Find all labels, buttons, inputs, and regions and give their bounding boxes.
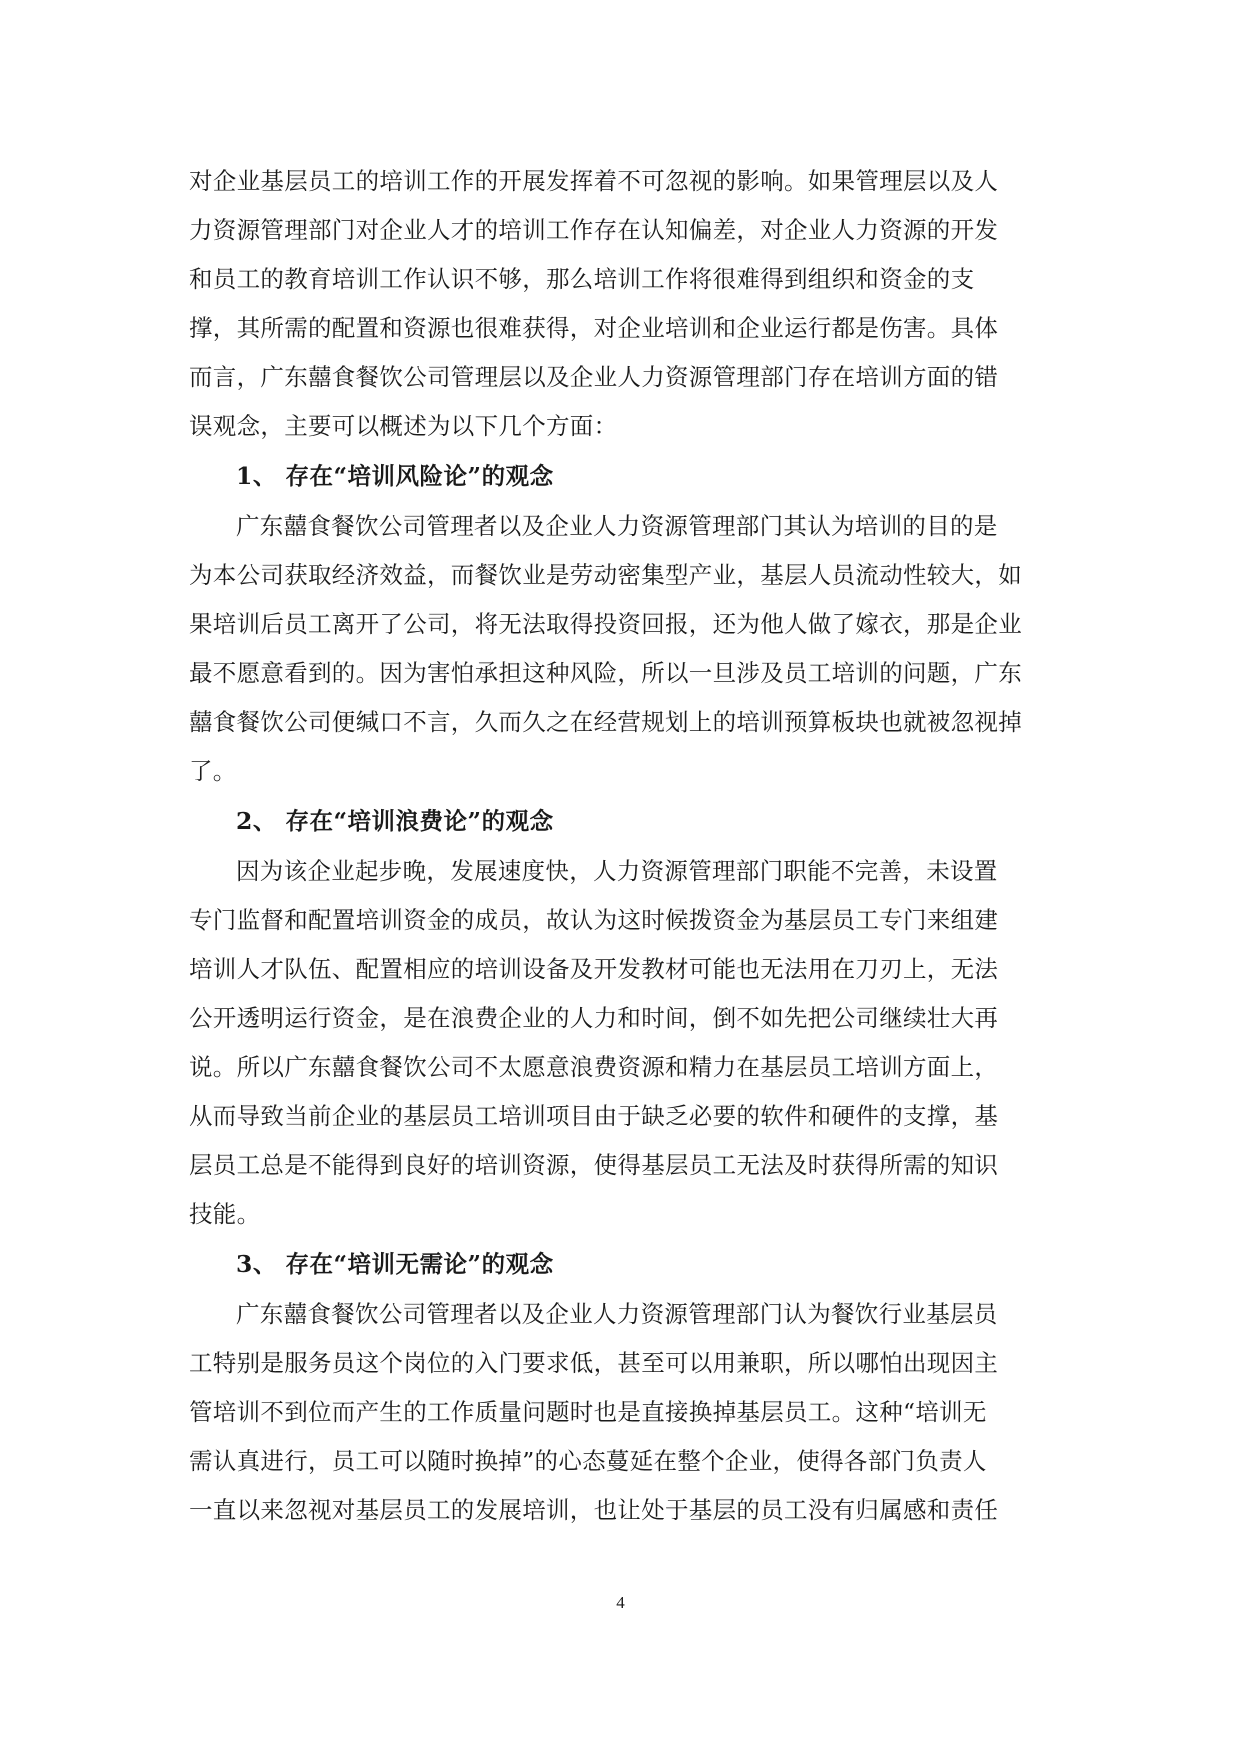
body-text-line: 为本公司获取经济效益，而餐饮业是劳动密集型产业，基层人员流动性较大，如: [189, 561, 1022, 589]
body-text-line: 对企业基层员工的培训工作的开展发挥着不可忽视的影响。如果管理层以及人: [189, 167, 999, 195]
body-text-line: 因为该企业起步晚，发展速度快，人力资源管理部门职能不完善，未设置: [236, 857, 998, 885]
section-heading-3: 3、 存在“培训无需论”的观念: [236, 1250, 554, 1278]
body-text-line: 公开透明运行资金，是在浪费企业的人力和时间，倒不如先把公司继续壮大再: [189, 1004, 999, 1032]
body-text-line: 专门监督和配置培训资金的成员，故认为这时候拨资金为基层员工专门来组建: [189, 906, 999, 934]
body-text-line: 工特别是服务员这个岗位的入门要求低，甚至可以用兼职，所以哪怕出现因主: [189, 1349, 999, 1377]
body-text-line: 技能。: [189, 1200, 261, 1228]
body-text-line: 撑，其所需的配置和资源也很难获得，对企业培训和企业运行都是伤害。具体: [189, 314, 999, 342]
body-text-line: 广东囍食餐饮公司管理者以及企业人力资源管理部门认为餐饮行业基层员: [236, 1300, 998, 1328]
section-heading-1: 1、 存在“培训风险论”的观念: [236, 462, 554, 490]
body-text-line: 误观念，主要可以概述为以下几个方面：: [189, 412, 618, 440]
section-heading-2: 2、 存在“培训浪费论”的观念: [236, 807, 554, 835]
body-text-line: 层员工总是不能得到良好的培训资源，使得基层员工无法及时获得所需的知识: [189, 1151, 999, 1179]
body-text-line: 囍食餐饮公司便缄口不言，久而久之在经营规划上的培训预算板块也就被忽视掉: [189, 708, 1022, 736]
body-text-line: 需认真进行，员工可以随时换掉”的心态蔓延在整个企业，使得各部门负责人: [189, 1447, 987, 1475]
body-text-line: 说。所以广东囍食餐饮公司不太愿意浪费资源和精力在基层员工培训方面上，: [189, 1053, 999, 1081]
body-text-line: 从而导致当前企业的基层员工培训项目由于缺乏必要的软件和硬件的支撑，基: [189, 1102, 999, 1130]
body-text-line: 管培训不到位而产生的工作质量问题时也是直接换掉基层员工。这种“培训无: [189, 1398, 987, 1426]
body-text-line: 而言，广东囍食餐饮公司管理层以及企业人力资源管理部门存在培训方面的错: [189, 363, 999, 391]
body-text-line: 一直以来忽视对基层员工的发展培训，也让处于基层的员工没有归属感和责任: [189, 1496, 999, 1524]
body-text-line: 了。: [189, 757, 237, 785]
body-text-line: 最不愿意看到的。因为害怕承担这种风险，所以一旦涉及员工培训的问题，广东: [189, 659, 1022, 687]
body-text-line: 培训人才队伍、配置相应的培训设备及开发教材可能也无法用在刀刃上，无法: [189, 955, 999, 983]
page-number: 4: [616, 1593, 625, 1612]
body-text-line: 和员工的教育培训工作认识不够，那么培训工作将很难得到组织和资金的支: [189, 265, 975, 293]
body-text-line: 力资源管理部门对企业人才的培训工作存在认知偏差，对企业人力资源的开发: [189, 216, 999, 244]
body-text-line: 广东囍食餐饮公司管理者以及企业人力资源管理部门其认为培训的目的是: [236, 512, 998, 540]
body-text-line: 果培训后员工离开了公司，将无法取得投资回报，还为他人做了嫁衣，那是企业: [189, 610, 1022, 638]
